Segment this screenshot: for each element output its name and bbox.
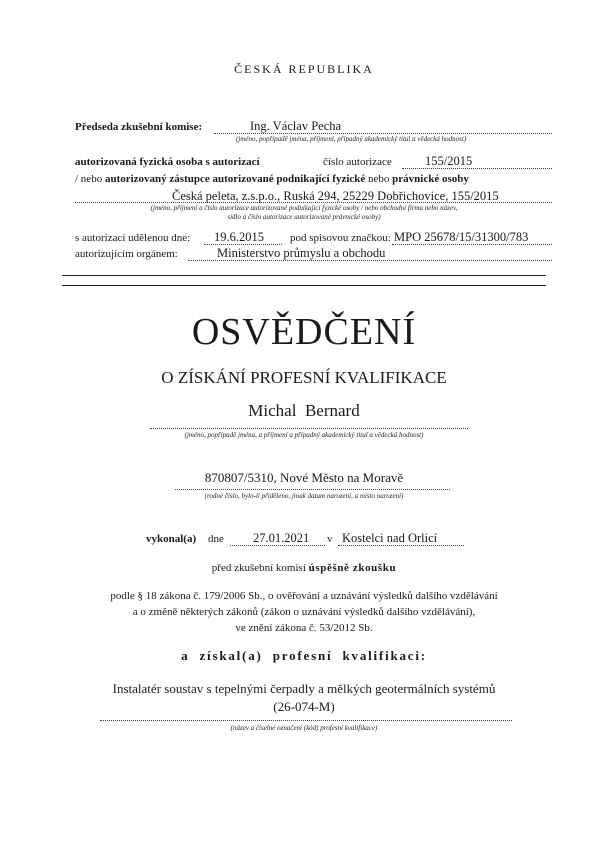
- date-word: dne: [208, 533, 224, 545]
- or-word: nebo: [368, 173, 390, 185]
- place-word: v: [327, 533, 333, 545]
- chair-name: Ing. Václav Pecha: [250, 119, 342, 133]
- exam-date: 27.01.2021: [253, 531, 310, 545]
- granted-date: 19.6.2015: [214, 230, 264, 244]
- authority-value: Ministerstvo průmyslu a obchodu: [217, 246, 386, 260]
- granted-label: s autorizací udělenou dne:: [75, 232, 191, 244]
- alt-prefix: / nebo: [75, 173, 103, 185]
- acquired-label: a získal(a) profesní kvalifikaci:: [181, 648, 427, 663]
- birth-info: 870807/5310, Nové Město na Moravě: [204, 470, 404, 485]
- chair-label: Předseda zkušební komise:: [75, 121, 203, 133]
- exam-place: Kostelci nad Orlicí: [342, 531, 438, 545]
- authorization-number: 155/2015: [425, 154, 473, 168]
- legal-person-label: právnické osoby: [392, 173, 469, 185]
- authorization-number-label: číslo autorizace: [323, 156, 392, 168]
- org-note-1: (jméno, příjmení a číslo autorizace autorizované podnikající fyzické osoby / nebo obchodní firma nebo název,: [150, 204, 458, 212]
- representative-label: autorizovaný zástupce autorizované podnikající fyzické: [104, 173, 366, 185]
- chair-note: (jméno, popřípadě jména, příjmení, případný akademický titul a vědecká hodnost): [236, 135, 467, 143]
- birth-note: (rodné číslo, bylo-li přiděleno, jinak datum narození, a místo narození): [204, 492, 404, 500]
- separator-line-top: [62, 275, 546, 276]
- qualification-dotline: [100, 720, 512, 721]
- qualification-note: (název a číselné označení (kód) profesní kvalifikace): [230, 724, 378, 732]
- committee-line-prefix: před zkušební komisí: [211, 562, 306, 574]
- holder-dotline: [150, 428, 468, 429]
- organization-value: Česká peleta, z.s.p.o., Ruská 294, 25229 Dobřichovice, 155/2015: [172, 189, 499, 203]
- performed-label: vykonal(a): [146, 533, 197, 545]
- certificate-title: OSVĚDČENÍ: [191, 311, 417, 353]
- file-number: MPO 25678/15/31300/783: [394, 230, 529, 244]
- org-note-2: sídlo a číslo autorizace autorizované právnické osoby): [227, 213, 381, 221]
- qualification-name: Instalatér soustav s tepelnými čerpadly a mělkých geotermálních systémů: [112, 681, 496, 696]
- certificate-subtitle: O ZÍSKÁNÍ PROFESNÍ KVALIFIKACE: [161, 368, 447, 387]
- authorized-person-label: autorizovaná fyzická osoba s autorizací: [75, 156, 260, 168]
- country-header: ČESKÁ REPUBLIKA: [234, 62, 374, 76]
- separator-line-bottom: [62, 285, 546, 286]
- law-line-1: podle § 18 zákona č. 179/2006 Sb., o ověřování a uznávání výsledků dalšího vzdělávání: [110, 590, 498, 602]
- representative-line: [75, 173, 469, 185]
- authority-label: autorizujícím orgánem:: [75, 248, 178, 260]
- law-line-2: a o změně některých zákonů (zákon o uznávání výsledků dalšího vzdělávání),: [132, 606, 476, 618]
- holder-name: Michal Bernard: [248, 401, 360, 420]
- qualification-code: (26-074-M): [273, 699, 335, 714]
- committee-line: [0, 562, 608, 574]
- committee-line-result: úspěšně zkoušku: [308, 562, 397, 574]
- law-line-3: ve znění zákona č. 53/2012 Sb.: [235, 622, 373, 634]
- holder-note: (jméno, popřípadě jména, a příjmení a případný akademický titul a vědecká hodnost): [184, 431, 424, 439]
- birth-dotline: [175, 489, 450, 490]
- file-label: pod spisovou značkou:: [290, 232, 391, 244]
